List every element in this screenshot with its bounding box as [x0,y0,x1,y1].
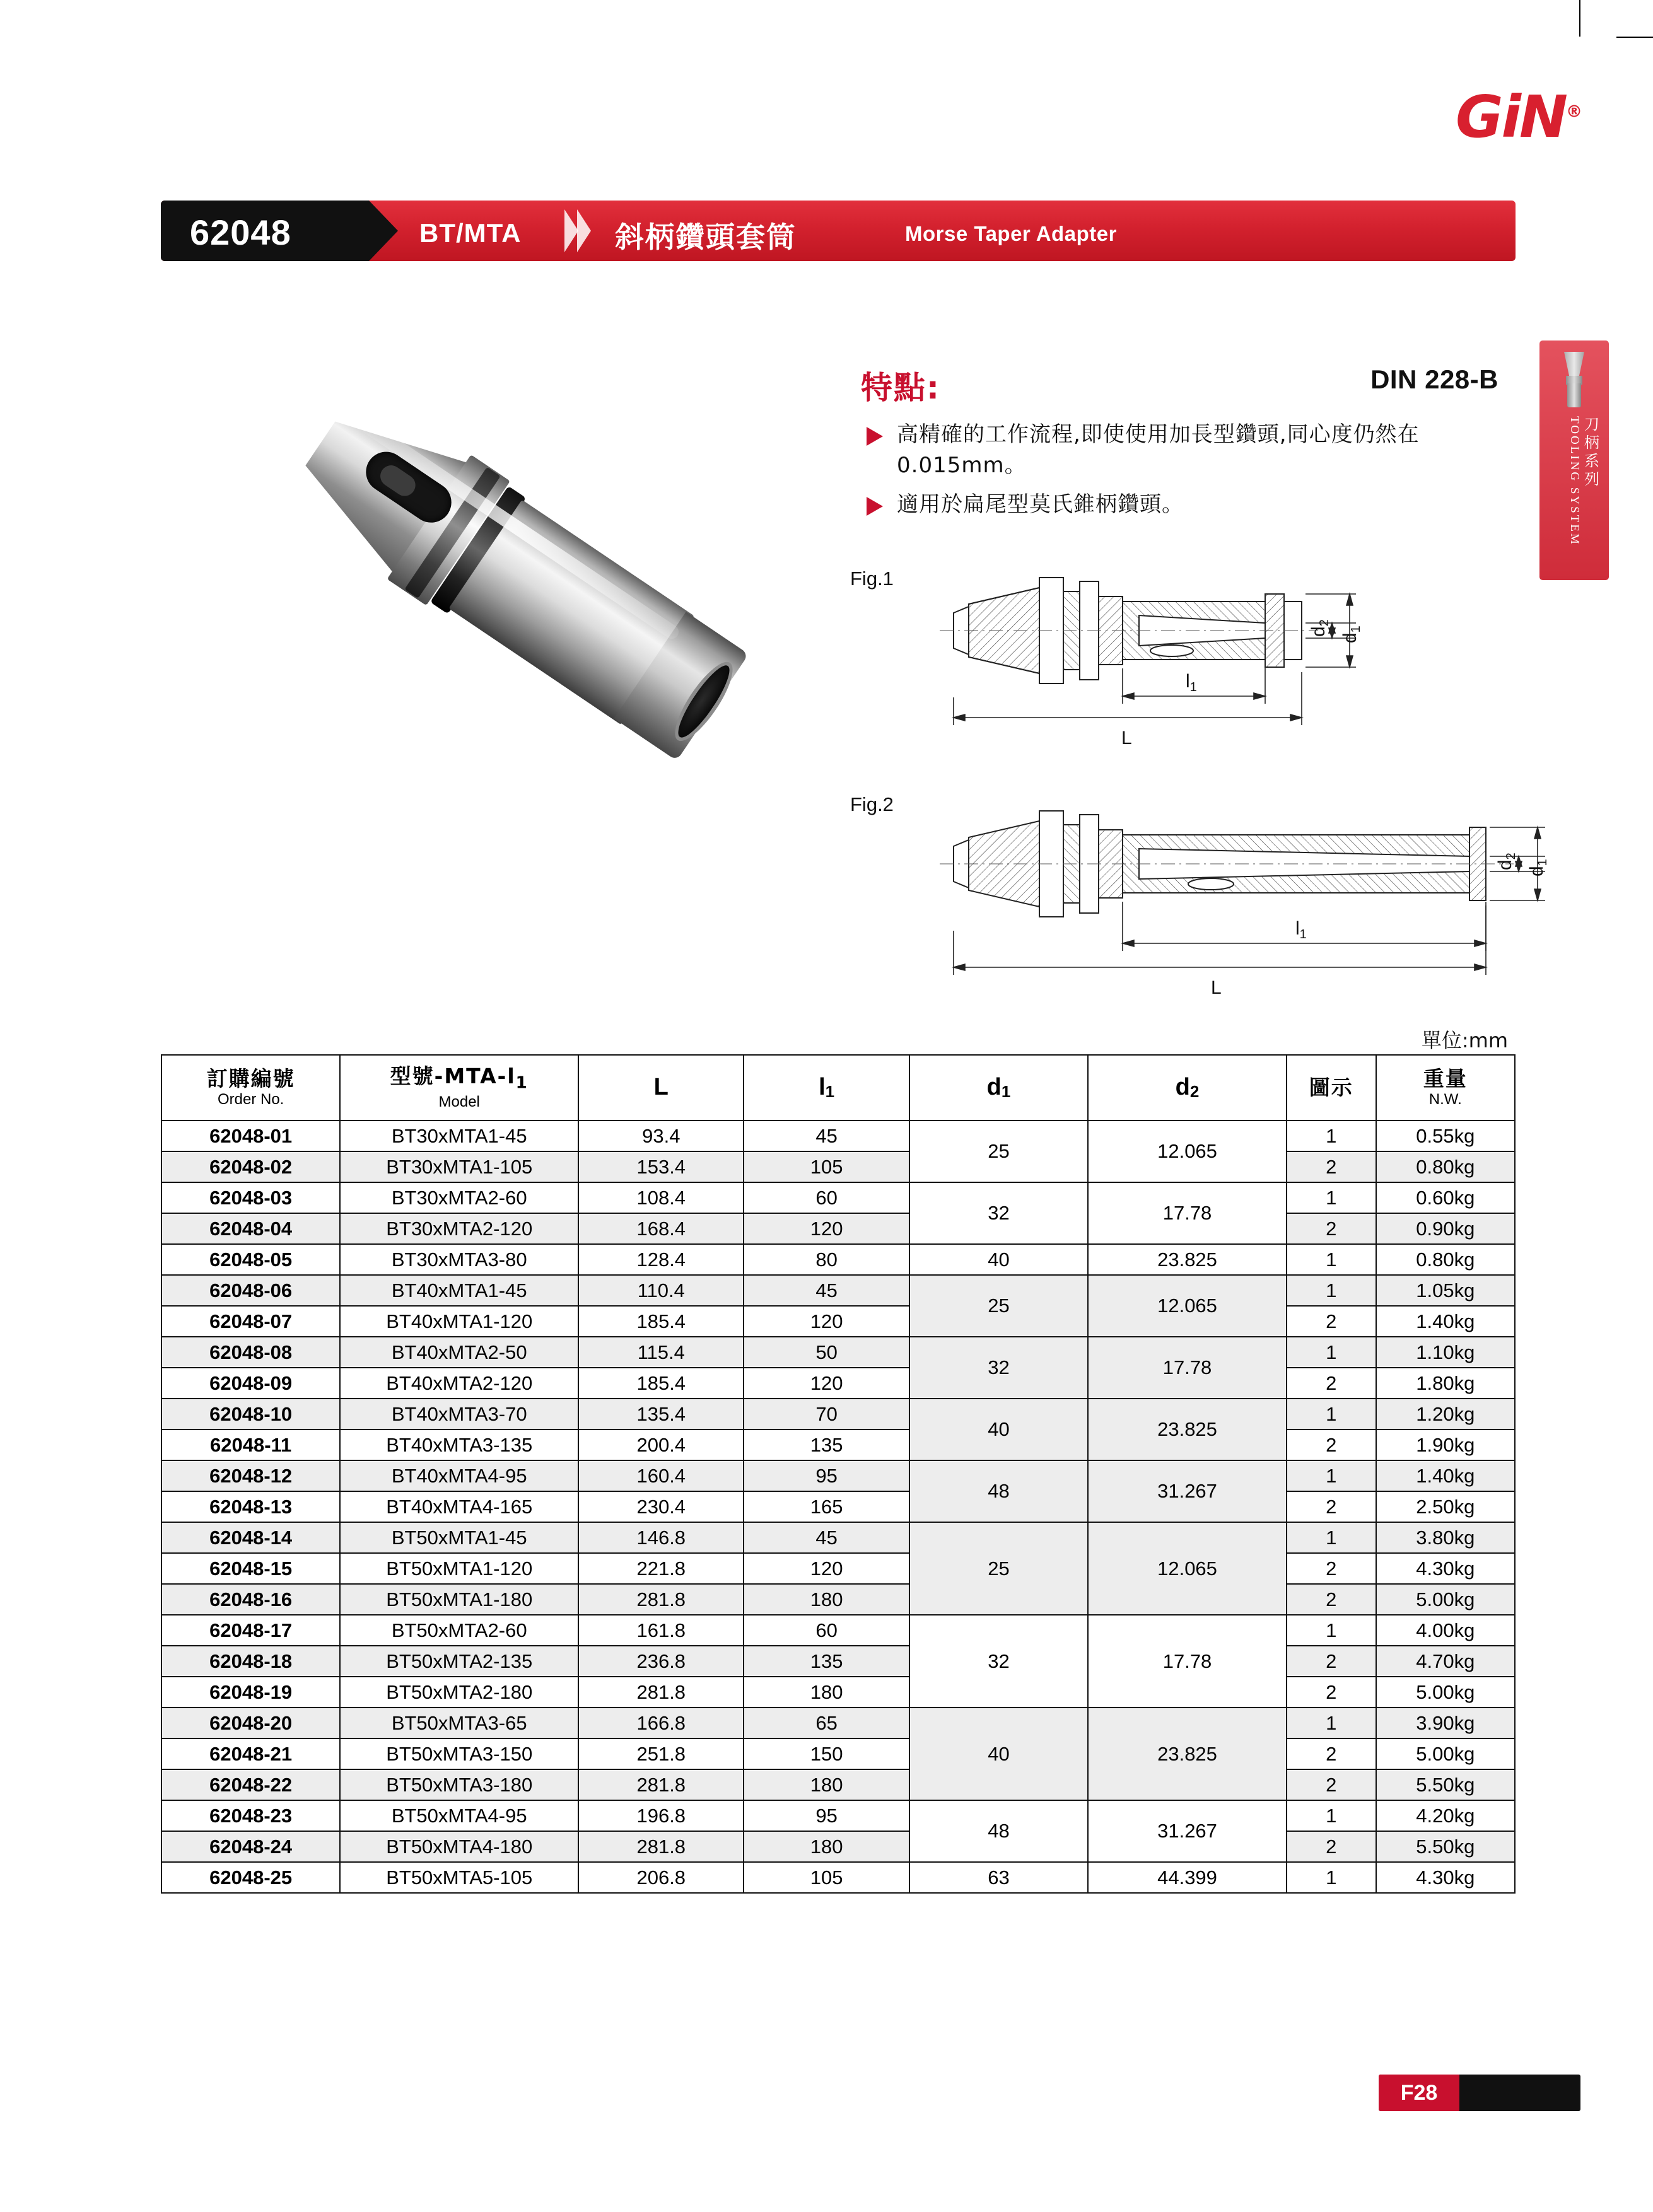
cell-weight: 1.40kg [1376,1306,1515,1337]
page-footer [1379,2075,1580,2111]
cell-model: BT40xMTA3-135 [340,1429,578,1460]
cell-weight: 0.80kg [1376,1151,1515,1182]
cell-L: 206.8 [578,1862,744,1893]
cell-l1: 120 [744,1368,909,1399]
cell-L: 236.8 [578,1646,744,1677]
cell-weight: 5.50kg [1376,1831,1515,1862]
header-model-cn: 型號-MTA-l [390,1064,516,1089]
cell-L: 153.4 [578,1151,744,1182]
cell-l1: 165 [744,1491,909,1522]
cell-L: 200.4 [578,1429,744,1460]
cell-order-no: 62048-15 [161,1553,340,1584]
cell-model: BT50xMTA3-65 [340,1708,578,1738]
header-d1 [909,1055,1088,1121]
fig1-dim-d1: $d_1$ [1340,626,1363,643]
cell-weight: 5.50kg [1376,1769,1515,1800]
table-row [161,1646,1515,1677]
cell-figure: 1 [1287,1522,1376,1553]
figure-2-drawing [914,788,1615,1022]
cell-model: BT30xMTA1-45 [340,1121,578,1151]
cell-model: BT50xMTA4-180 [340,1831,578,1862]
cell-order-no: 62048-17 [161,1615,340,1646]
cell-L: 281.8 [578,1831,744,1862]
fig1-dim-d2: $d_2$ [1308,619,1331,637]
crop-mark-top-right-h [1616,37,1653,38]
page-title-en: Morse Taper Adapter [905,222,1117,245]
cell-weight: 5.00kg [1376,1677,1515,1708]
header-weight [1376,1055,1515,1121]
cell-L: 108.4 [578,1182,744,1213]
feature-item [858,419,1488,482]
cell-l1: 180 [744,1831,909,1862]
standard-label [1370,364,1498,395]
table-header-row [161,1055,1515,1121]
cell-figure: 2 [1287,1831,1376,1862]
cell-model: BT30xMTA2-120 [340,1213,578,1244]
cell-weight: 4.30kg [1376,1862,1515,1893]
cell-order-no: 62048-04 [161,1213,340,1244]
cell-figure: 1 [1287,1275,1376,1306]
cell-L: 128.4 [578,1244,744,1275]
cell-figure: 2 [1287,1769,1376,1800]
table-row [161,1708,1515,1738]
cell-l1: 180 [744,1677,909,1708]
header-order-no-en: Order No. [217,1091,284,1109]
cell-order-no: 62048-20 [161,1708,340,1738]
table-row [161,1399,1515,1429]
table-row [161,1491,1515,1522]
cell-order-no: 62048-13 [161,1491,340,1522]
cell-model: BT30xMTA1-105 [340,1151,578,1182]
header-weight-en: N.W. [1428,1091,1462,1109]
brand-logo [1290,83,1580,158]
side-tab-label-cn: 刀柄系列 [1581,416,1599,489]
cell-weight: 1.80kg [1376,1368,1515,1399]
table-body [161,1121,1515,1893]
cell-d2: 23.825 [1088,1244,1287,1275]
cell-figure: 1 [1287,1862,1376,1893]
cell-model: BT50xMTA2-135 [340,1646,578,1677]
cell-d2: 12.065 [1088,1121,1287,1182]
cell-model: BT50xMTA4-95 [340,1800,578,1831]
cell-weight: 5.00kg [1376,1738,1515,1769]
table-row [161,1831,1515,1862]
cell-order-no: 62048-18 [161,1646,340,1677]
cell-figure: 2 [1287,1584,1376,1615]
cell-d1: 40 [909,1708,1088,1800]
cell-order-no: 62048-19 [161,1677,340,1708]
cell-model: BT50xMTA2-180 [340,1677,578,1708]
cell-model: BT40xMTA1-120 [340,1306,578,1337]
cell-l1: 65 [744,1708,909,1738]
header-L: L [578,1055,744,1121]
features-title: 特點: [861,370,940,406]
fig1-dim-l1: $l_1$ [1186,671,1197,694]
cell-weight: 1.40kg [1376,1460,1515,1491]
cell-model: BT40xMTA4-165 [340,1491,578,1522]
figure-2-label: Fig.2 [850,793,894,815]
table-row [161,1862,1515,1893]
cell-d1: 25 [909,1121,1088,1182]
cell-model: BT40xMTA2-120 [340,1368,578,1399]
product-photo-tool [143,211,892,950]
cell-figure: 2 [1287,1677,1376,1708]
cell-d1: 32 [909,1615,1088,1708]
feature-text: 高精確的工作流程,即使使用加長型鑽頭,同心度仍然在0.015mm。 [897,422,1420,479]
cell-weight: 0.60kg [1376,1182,1515,1213]
cell-model: BT50xMTA3-180 [340,1769,578,1800]
table-row [161,1368,1515,1399]
cell-L: 281.8 [578,1584,744,1615]
header-l1-main: l [819,1073,826,1100]
cell-figure: 2 [1287,1368,1376,1399]
table-row [161,1429,1515,1460]
feature-item [858,489,1488,520]
cell-model: BT50xMTA5-105 [340,1862,578,1893]
cell-l1: 95 [744,1800,909,1831]
table-row [161,1460,1515,1491]
cell-L: 185.4 [578,1306,744,1337]
unit-note: 單位:mm [1421,1028,1508,1052]
cell-figure: 1 [1287,1460,1376,1491]
cell-order-no: 62048-03 [161,1182,340,1213]
cell-d2: 31.267 [1088,1800,1287,1862]
table-row [161,1244,1515,1275]
cell-l1: 60 [744,1615,909,1646]
cell-d1: 40 [909,1244,1088,1275]
cell-L: 135.4 [578,1399,744,1429]
fig2-dim-d1: $d_1$ [1526,859,1550,876]
cell-d2: 31.267 [1088,1460,1287,1522]
bullet-triangle-icon [867,497,883,516]
cell-weight: 1.05kg [1376,1275,1515,1306]
cell-l1: 135 [744,1646,909,1677]
cell-l1: 45 [744,1121,909,1151]
cell-weight: 1.10kg [1376,1337,1515,1368]
cell-l1: 150 [744,1738,909,1769]
header-order-no-cn: 訂購編號 [206,1066,295,1091]
cell-weight: 2.50kg [1376,1491,1515,1522]
cell-weight: 4.30kg [1376,1553,1515,1584]
crop-mark-top-right [1579,0,1580,37]
cell-l1: 80 [744,1244,909,1275]
cell-model: BT30xMTA2-60 [340,1182,578,1213]
product-photo [208,296,839,864]
figure-1-label: Fig.1 [850,568,894,590]
cell-figure: 1 [1287,1337,1376,1368]
cell-l1: 180 [744,1769,909,1800]
cell-weight: 5.00kg [1376,1584,1515,1615]
table-row [161,1584,1515,1615]
page-header-bar [161,201,1516,261]
cell-order-no: 62048-12 [161,1460,340,1491]
cell-l1: 50 [744,1337,909,1368]
cell-order-no: 62048-25 [161,1862,340,1893]
header-weight-cn: 重量 [1423,1066,1468,1091]
cell-l1: 120 [744,1553,909,1584]
cell-order-no: 62048-22 [161,1769,340,1800]
cell-L: 93.4 [578,1121,744,1151]
cell-l1: 120 [744,1306,909,1337]
cell-weight: 4.00kg [1376,1615,1515,1646]
bullet-triangle-icon [867,427,883,446]
cell-l1: 95 [744,1460,909,1491]
side-tab-label-en: TOOLING SYSTEM [1568,416,1581,546]
cell-model: BT50xMTA2-60 [340,1615,578,1646]
figure-1-drawing [914,555,1545,763]
cell-figure: 1 [1287,1121,1376,1151]
cell-weight: 0.80kg [1376,1244,1515,1275]
cell-order-no: 62048-23 [161,1800,340,1831]
cell-order-no: 62048-02 [161,1151,340,1182]
fig1-dim-L: L [1121,728,1132,748]
header-d2-main: d [1175,1073,1190,1100]
feature-text: 適用於扁尾型莫氏錐柄鑽頭。 [897,491,1184,517]
table-row [161,1182,1515,1213]
cell-d2: 17.78 [1088,1182,1287,1244]
header-model-en: Model [438,1093,480,1110]
cell-figure: 2 [1287,1553,1376,1584]
cell-order-no: 62048-01 [161,1121,340,1151]
cell-d1: 63 [909,1862,1088,1893]
table-row [161,1306,1515,1337]
cell-L: 196.8 [578,1800,744,1831]
cell-l1: 180 [744,1584,909,1615]
cell-l1: 105 [744,1862,909,1893]
cell-weight: 1.90kg [1376,1429,1515,1460]
cell-figure: 1 [1287,1399,1376,1429]
table-row [161,1275,1515,1306]
cell-model: BT40xMTA1-45 [340,1275,578,1306]
cell-figure: 2 [1287,1429,1376,1460]
cell-l1: 135 [744,1429,909,1460]
cell-figure: 2 [1287,1306,1376,1337]
table-row [161,1738,1515,1769]
header-d1-main: d [986,1073,1002,1100]
header-model [340,1055,578,1121]
cell-L: 221.8 [578,1553,744,1584]
cell-L: 160.4 [578,1460,744,1491]
product-code: 62048 [190,212,291,252]
brand-logo-text: GiN [1455,83,1566,151]
cell-model: BT30xMTA3-80 [340,1244,578,1275]
cell-d2: 23.825 [1088,1399,1287,1460]
header-l1-sub: 1 [825,1082,835,1102]
cell-model: BT40xMTA2-50 [340,1337,578,1368]
table-row [161,1769,1515,1800]
cell-model: BT40xMTA3-70 [340,1399,578,1429]
cell-L: 115.4 [578,1337,744,1368]
fig2-dim-d2: $d_2$ [1495,853,1518,870]
cell-L: 146.8 [578,1522,744,1553]
table-row [161,1800,1515,1831]
cell-figure: 1 [1287,1708,1376,1738]
cell-order-no: 62048-09 [161,1368,340,1399]
cell-model: BT50xMTA1-180 [340,1584,578,1615]
cell-L: 166.8 [578,1708,744,1738]
cell-L: 161.8 [578,1615,744,1646]
table-row [161,1121,1515,1151]
cell-order-no: 62048-14 [161,1522,340,1553]
features-list [858,419,1488,528]
fig2-dim-L: L [1211,977,1222,998]
chevron-right-icon [564,209,590,252]
cell-order-no: 62048-06 [161,1275,340,1306]
table-row [161,1677,1515,1708]
cell-order-no: 62048-08 [161,1337,340,1368]
header-l1 [744,1055,909,1121]
cell-figure: 2 [1287,1646,1376,1677]
spec-table [161,1054,1516,1894]
side-tab-tooling-system [1539,341,1609,580]
cell-weight: 0.55kg [1376,1121,1515,1151]
cell-figure: 1 [1287,1615,1376,1646]
cell-l1: 70 [744,1399,909,1429]
header-d2-sub: 2 [1189,1082,1200,1102]
registered-mark: ® [1566,102,1580,122]
cell-d1: 25 [909,1522,1088,1615]
table-row [161,1337,1515,1368]
cell-d2: 17.78 [1088,1337,1287,1399]
cell-figure: 2 [1287,1213,1376,1244]
table-row [161,1213,1515,1244]
cell-d1: 32 [909,1337,1088,1399]
cell-figure: 2 [1287,1491,1376,1522]
cell-weight: 0.90kg [1376,1213,1515,1244]
cell-d1: 40 [909,1399,1088,1460]
table-row [161,1151,1515,1182]
cell-l1: 45 [744,1522,909,1553]
cell-weight: 4.20kg [1376,1800,1515,1831]
table-row [161,1615,1515,1646]
cell-figure: 1 [1287,1800,1376,1831]
standard-value: DIN 228-B [1370,364,1498,394]
header-d2 [1088,1055,1287,1121]
cell-L: 251.8 [578,1738,744,1769]
cell-order-no: 62048-11 [161,1429,340,1460]
cell-L: 281.8 [578,1677,744,1708]
cell-figure: 1 [1287,1182,1376,1213]
cell-order-no: 62048-16 [161,1584,340,1615]
cell-L: 110.4 [578,1275,744,1306]
cell-model: BT50xMTA3-150 [340,1738,578,1769]
cell-figure: 2 [1287,1738,1376,1769]
cell-L: 168.4 [578,1213,744,1244]
table-row [161,1522,1515,1553]
cell-figure: 1 [1287,1244,1376,1275]
cell-weight: 4.70kg [1376,1646,1515,1677]
cell-order-no: 62048-24 [161,1831,340,1862]
cell-weight: 1.20kg [1376,1399,1515,1429]
cell-weight: 3.80kg [1376,1522,1515,1553]
cell-d1: 25 [909,1275,1088,1337]
cell-d2: 17.78 [1088,1615,1287,1708]
product-series: BT/MTA [419,218,522,248]
cell-l1: 60 [744,1182,909,1213]
header-d1-sub: 1 [1001,1082,1011,1102]
cell-order-no: 62048-07 [161,1306,340,1337]
page-number: F28 [1379,2075,1459,2111]
cell-l1: 120 [744,1213,909,1244]
cell-l1: 45 [744,1275,909,1306]
cell-order-no: 62048-21 [161,1738,340,1769]
cell-L: 281.8 [578,1769,744,1800]
cell-L: 185.4 [578,1368,744,1399]
cell-d1: 32 [909,1182,1088,1244]
header-figure [1287,1055,1376,1121]
cell-d2: 12.065 [1088,1522,1287,1615]
cell-figure: 2 [1287,1151,1376,1182]
cell-order-no: 62048-05 [161,1244,340,1275]
table-row [161,1553,1515,1584]
cell-weight: 3.90kg [1376,1708,1515,1738]
cell-model: BT50xMTA1-120 [340,1553,578,1584]
cell-d1: 48 [909,1800,1088,1862]
cell-d2: 44.399 [1088,1862,1287,1893]
fig2-dim-l1: $l_1$ [1295,918,1307,941]
cell-d2: 23.825 [1088,1708,1287,1800]
tool-holder-icon [1555,351,1594,409]
header-model-sub: 1 [515,1074,529,1093]
cell-l1: 105 [744,1151,909,1182]
cell-d2: 12.065 [1088,1275,1287,1337]
cell-order-no: 62048-10 [161,1399,340,1429]
cell-L: 230.4 [578,1491,744,1522]
cell-d1: 48 [909,1460,1088,1522]
header-figure-cn: 圖示 [1309,1075,1353,1100]
page-title-cn: 斜柄鑽頭套筒 [615,220,797,254]
cell-model: BT50xMTA1-45 [340,1522,578,1553]
cell-model: BT40xMTA4-95 [340,1460,578,1491]
header-order-no [161,1055,340,1121]
